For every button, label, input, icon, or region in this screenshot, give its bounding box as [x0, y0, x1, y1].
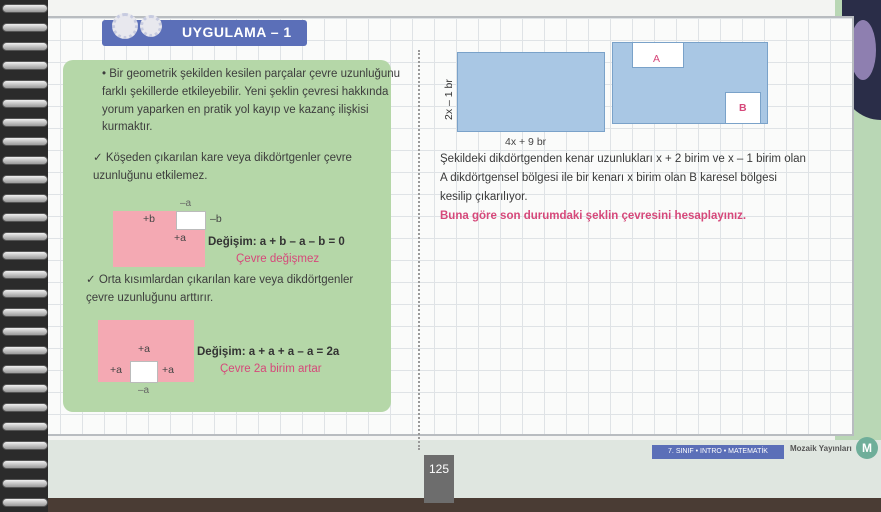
spiral-ring: [2, 137, 48, 146]
spiral-ring: [2, 232, 48, 241]
label-inner: +a: [174, 232, 186, 244]
spiral-ring: [2, 99, 48, 108]
spiral-ring: [2, 308, 48, 317]
full-rectangle: [457, 52, 605, 132]
label-bottom: –a: [138, 385, 150, 396]
spiral-ring: [2, 156, 48, 165]
corner-cutout: [176, 211, 206, 230]
label-left: +b: [143, 213, 155, 225]
spiral-ring: [2, 422, 48, 431]
rule-middle-text: ✓ Orta kısımlardan çıkarılan kare veya dikdörtgenler çevre uzunluğunu arttırır.: [86, 274, 354, 304]
label-a: A: [653, 53, 661, 65]
spiral-ring: [2, 23, 48, 32]
spiral-ring: [2, 384, 48, 393]
label-top: +a: [138, 343, 150, 355]
spiral-ring: [2, 251, 48, 260]
gear-icon: [112, 13, 138, 39]
result-1: Çevre değişmez: [236, 253, 320, 265]
label-right: +a: [162, 364, 174, 376]
equation-2: Değişim: a + a + a – a = 2a: [197, 346, 340, 358]
spiral-ring: [2, 441, 48, 450]
spiral-ring: [2, 118, 48, 127]
spiral-ring: [2, 61, 48, 70]
spiral-ring: [2, 270, 48, 279]
label-b: B: [739, 102, 747, 114]
spiral-ring: [2, 289, 48, 298]
height-label: 2x – 1 br: [443, 79, 455, 120]
publisher-name: Mozaik Yayınları: [790, 444, 852, 453]
spiral-ring: [2, 460, 48, 469]
spiral-ring: [2, 213, 48, 222]
label-left: +a: [110, 364, 122, 376]
spiral-ring: [2, 42, 48, 51]
spiral-ring: [2, 479, 48, 488]
problem-question: Buna göre son durumdaki şeklin çevresini hesaplayınız.: [440, 209, 747, 222]
spiral-ring: [2, 175, 48, 184]
spiral-ring: [2, 80, 48, 89]
problem-text: [440, 150, 810, 226]
label-right: –b: [210, 213, 222, 225]
header-title: UYGULAMA – 1: [182, 24, 292, 40]
equation-1: Değişim: a + b – a – b = 0: [208, 236, 345, 248]
spiral-ring: [2, 194, 48, 203]
middle-cutout: [130, 361, 158, 383]
intro-text: • Bir geometrik şekilden kesilen parçalar çevre uzunluğunu farklı şekillerde etkileyebilir. Yeni şeklin çevresi hakkında yorum yaparken en pratik yol kayıp ve kazanç ilişkisi kurmaktır.: [102, 68, 401, 134]
label-top: –a: [180, 198, 192, 209]
width-label: 4x + 9 br: [505, 136, 547, 148]
publisher-logo: M: [856, 437, 878, 459]
gear-icon: [140, 15, 162, 37]
page-number: 125: [424, 455, 454, 503]
problem-statement: Şekildeki dikdörtgenden kenar uzunlukları x + 2 birim ve x – 1 birim olan A dikdörtgensel bölgesi ile bir kenarı x birim olan B karesel bölgesi kesilip çıkarılıyor.: [440, 153, 806, 203]
spiral-ring: [2, 346, 48, 355]
spiral-ring: [2, 327, 48, 336]
spiral-binding: [0, 0, 48, 512]
spiral-ring: [2, 4, 48, 13]
spiral-ring: [2, 403, 48, 412]
rule-corner-text: ✓ Köşeden çıkarılan kare veya dikdörtgenler çevre uzunluğunu etkilemez.: [93, 152, 352, 182]
result-2: Çevre 2a birim artar: [220, 363, 322, 375]
spiral-ring: [2, 498, 48, 507]
divider-line: [418, 50, 420, 450]
series-badge: 7. SINIF • INTRO • MATEMATİK: [652, 445, 784, 459]
spiral-ring: [2, 365, 48, 374]
